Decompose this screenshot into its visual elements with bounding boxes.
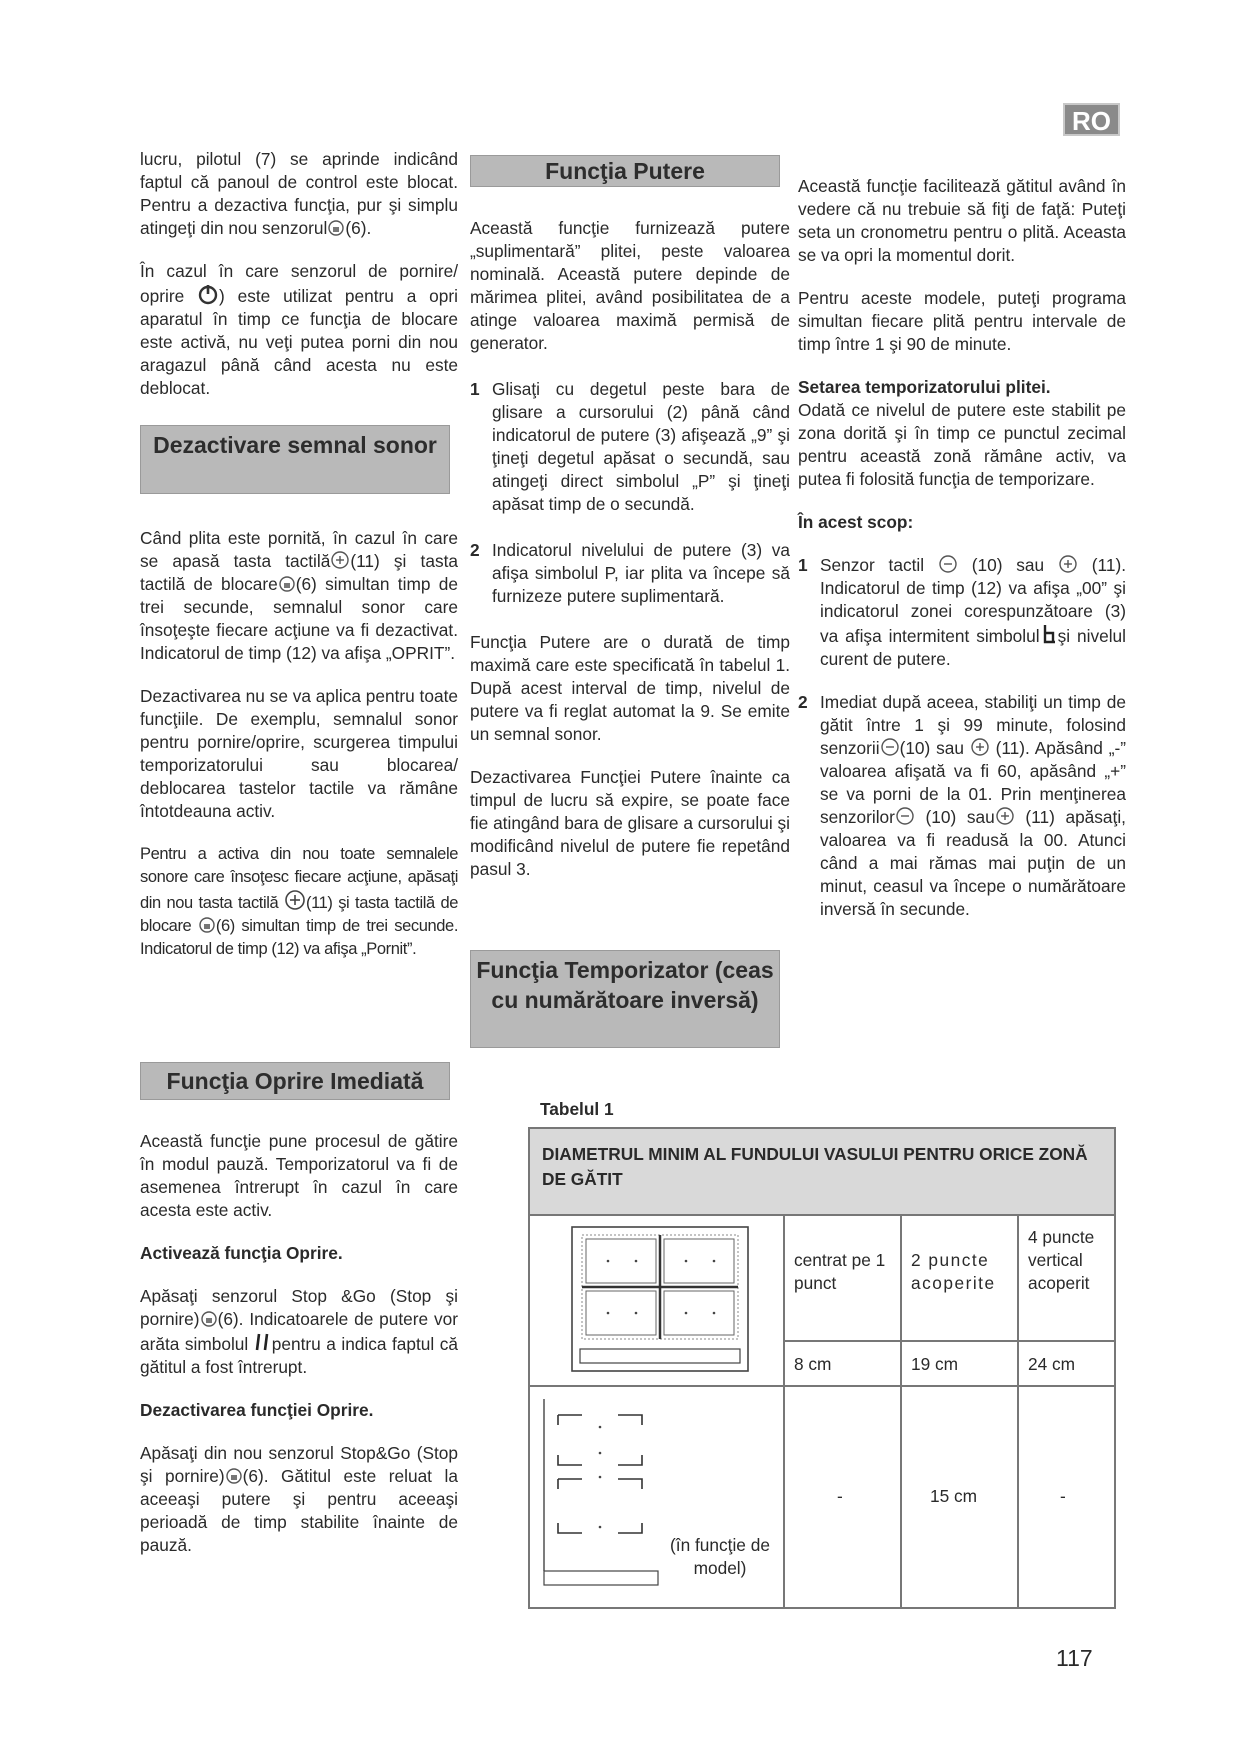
paragraph: Pentru aceste modele, puteţi programa simultan fiecare plită pentru intervale de timp între 1 şi 90 de minute. <box>798 288 1126 354</box>
column-middle <box>470 217 790 881</box>
column-left <box>140 148 458 400</box>
list-item: 1 Senzor tactil (10) sau (11). Indicatorul de timp (12) va afişa „00” şi indicatorul zonei corespunzătoare (3) va afişa intermitent simbolul şi nivelul curent de putere. <box>798 555 1126 669</box>
paragraph: Apăsaţi din nou senzorul Stop&Go (Stop şi pornire) (6). Gătitul este reluat la aceeaşi putere şi pentru aceeaşi perioadă de timp stabilite înainte de pauză. <box>140 1443 458 1555</box>
lock-sensor-icon <box>200 1310 218 1328</box>
paragraph: În cazul în care senzorul de pornire/ oprire ) este utilizat pentru a opri aparatul în timp ce funcţia de blocare este activă, nu veţi putea porni din nou aragazul până când acesta nu este deblocat. <box>140 261 458 398</box>
paragraph: Funcţia Putere are o durată de timp maximă care este specificată în tabelul 1. După acest interval de timp, nivelul de putere va fi reglat automat la 9. Se emite un semnal sonor. <box>470 632 790 744</box>
column-left-stop <box>140 1130 458 1557</box>
plus-icon <box>1058 554 1078 574</box>
heading-stop-function: Funcţia Oprire Imediată <box>140 1062 450 1100</box>
paragraph: Dezactivarea nu se va aplica pentru toate funcţiile. De exemplu, semnalul sonor pentru pornire/oprire, scurgerea timpului temporizatorului sau blocarea/ deblocarea tastelor tactile va rămâne întotdeauna activ. <box>140 686 458 821</box>
paragraph: lucru, pilotul (7) se aprinde indicând faptul că panoul de control este blocat. Pentru a dezactiva funcţia, pur şi simplu atingeţi din nou senzorul (6). <box>140 149 458 238</box>
table-caption: Tabelul 1 <box>540 1099 614 1119</box>
power-icon <box>197 283 219 305</box>
paragraph: Odată ce nivelul de putere este stabilit pe zona dorită şi în timp ce punctul zecimal pentru această zonă rămâne activ, va putea fi folosită funcţia de temporizare. <box>798 400 1126 489</box>
paragraph: Apăsaţi senzorul Stop &Go (Stop şi pornire) (6). Indicatoarele de putere vor arăta simbolul pentru a indica faptul că gătitul a fost întrerupt. <box>140 1286 459 1377</box>
paragraph: Când plita este pornită, în cazul în care se apasă tasta tactilă (11) şi tasta tactilă de blocare (6) simultan timp de trei secunde, semnalul sonor care însoţeşte fiecare acţiune va fi dezactivat. Indicatorul de timp (12) va afişa „OPRIT”. <box>140 528 458 663</box>
paragraph: Această funcţie furnizează putere „suplimentară” plitei, peste valoarea nominală. Această putere depinde de mărimea plitei, având posibilitatea de a atinge valoarea maximă permisă de generator. <box>470 218 790 353</box>
plus-icon <box>970 737 990 757</box>
col-four-points-label: 4 puncte vertical acoperit <box>1028 1227 1095 1293</box>
plus-icon <box>284 889 306 911</box>
minus-icon <box>895 806 915 826</box>
model-note: (în funcţie de model) <box>670 1535 770 1578</box>
paragraph: Dezactivarea Funcţiei Putere înainte ca timpul de lucru să expire, se poate face fie atingând bara de glisare a cursorului şi modificând nivelul de putere fie repetând pasul 3. <box>470 767 790 879</box>
table-header: DIAMETRUL MINIM AL FUNDULUI VASULUI PENTRU ORICE ZONĂ DE GĂTIT <box>530 1129 1114 1216</box>
col-two-points-label: 2 puncte acoperite <box>911 1250 996 1293</box>
column-left-sound <box>140 527 458 961</box>
heading-timer-function: Funcţia Temporizator (ceas cu numărătoare inversă) <box>470 950 780 1048</box>
row1-value-four: 24 cm <box>1028 1354 1076 1374</box>
plus-icon <box>330 550 350 570</box>
list-item: 2 Indicatorul nivelului de putere (3) va afişa simbolul P, iar plita va începe să furnizeze putere suplimentară. <box>470 540 790 606</box>
cookware-diameter-table <box>528 1127 1116 1609</box>
pause-symbol-icon <box>254 1331 272 1353</box>
table-gridline <box>783 1216 785 1607</box>
row2-value-four: - <box>1060 1486 1066 1506</box>
lock-sensor-icon <box>278 575 296 593</box>
language-tag: RO <box>1063 103 1120 136</box>
paragraph: Pentru a activa din nou toate semnalele sonore care însoţesc fiecare acţiune, apăsaţi din nou tasta tactilă (11) şi tasta tactilă de blocare (6) simultan timp de trei secunde. Indicatorul de timp (12) va afişa „Pornit”. <box>140 845 459 958</box>
lock-sensor-icon <box>225 1467 243 1485</box>
heading-power-function: Funcţia Putere <box>470 155 780 187</box>
lock-sensor-icon <box>198 916 216 934</box>
plus-icon <box>995 806 1015 826</box>
subheading: Activează funcţia Oprire. <box>140 1243 343 1263</box>
hob-four-zone-diagram <box>570 1225 750 1373</box>
lock-sensor-icon <box>327 219 345 237</box>
list-item: 1 Glisaţi cu degetul peste bara de glisare a cursorului (2) până când indicatorul de putere (3) afişează „9” şi ţineţi degetul apăsat o secundă, sau atingeţi direct simbolul „P” şi ţineţi apăsat timp de o secundă. <box>470 379 790 514</box>
row1-value-centered: 8 cm <box>794 1354 832 1374</box>
column-right <box>798 175 1126 921</box>
minus-icon <box>938 554 958 574</box>
subheading: În acest scop: <box>798 512 914 532</box>
list-item: 2 Imediat după aceea, stabiliţi un timp de gătit între 1 şi 99 minute, folosind senzorii (10) sau (11). Apăsând „-” valoarea afişată va fi 60, apăsând „+” se va porni de la 01. Prin menţinerea senzorilor (10) sau (11) apăsaţi, valoarea va fi readusă la 00. Atunci când a mai rămas mai puţin de un minut, ceasul va începe o numărătoare inversă în secunde. <box>798 692 1126 919</box>
subheading: Setarea temporizatorului plitei. <box>798 377 1051 397</box>
paragraph: Această funcţie pune procesul de gătire în modul pauză. Temporizatorul va fi de asemenea întrerupt în cazul în care acesta este activ. <box>140 1131 458 1220</box>
hob-bridged-zone-diagram <box>542 1395 662 1591</box>
row2-value-two: 15 cm <box>930 1486 978 1506</box>
timer-symbol-icon <box>1040 623 1058 645</box>
heading-sound-off: Dezactivare semnal sonor <box>140 425 450 494</box>
row2-value-centered: - <box>837 1486 843 1506</box>
col-centered-label: centrat pe 1 punct <box>794 1250 886 1293</box>
table-gridline <box>530 1385 1114 1387</box>
minus-icon <box>880 737 900 757</box>
subheading: Dezactivarea funcţiei Oprire. <box>140 1400 374 1420</box>
paragraph: Această funcţie facilitează gătitul având în vedere că nu trebuie să fiţi de faţă: Puteţi seta un cronometru pentru o plită. Aceasta se va opri la momentul dorit. <box>798 176 1126 265</box>
page-number: 117 <box>1056 1645 1093 1671</box>
table-gridline <box>900 1216 902 1607</box>
table-gridline <box>1017 1216 1019 1607</box>
table-gridline <box>783 1340 1114 1342</box>
row1-value-two: 19 cm <box>911 1354 959 1374</box>
